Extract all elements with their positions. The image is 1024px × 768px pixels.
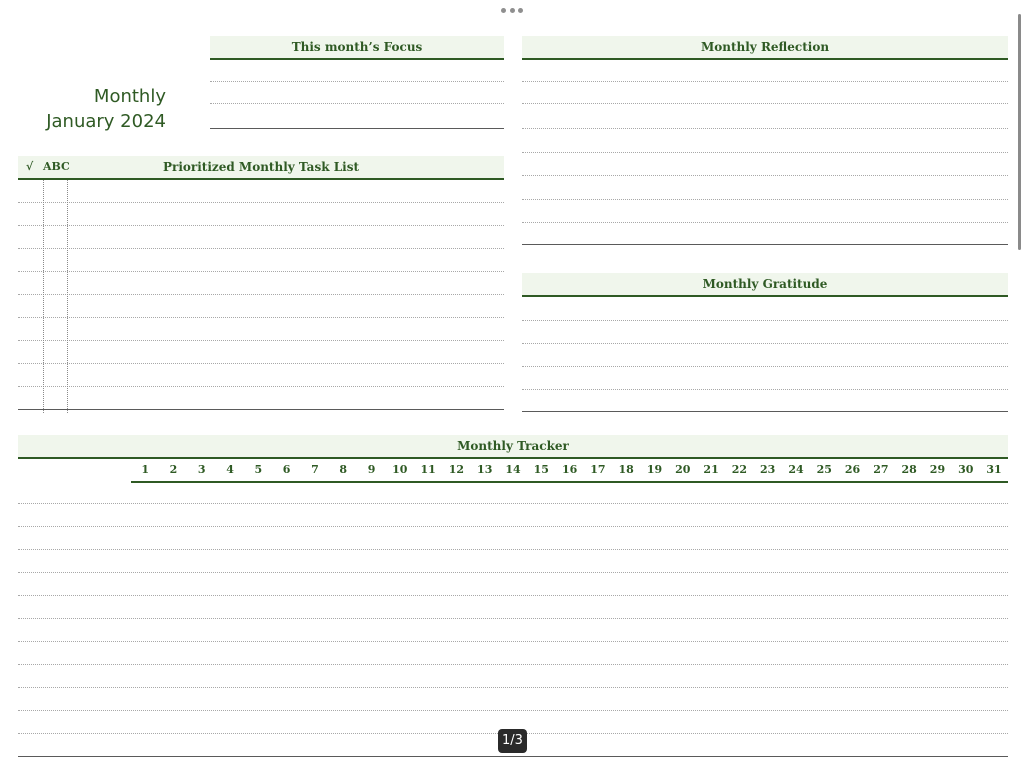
tracker-day: 15 <box>533 463 549 476</box>
title-line-month: January 2024 <box>46 111 166 132</box>
tracker-row[interactable] <box>18 642 1008 665</box>
tracker-day: 11 <box>420 463 436 476</box>
scrollbar[interactable] <box>1018 14 1021 250</box>
gratitude-section <box>522 273 1008 412</box>
tracker-row[interactable] <box>18 665 1008 688</box>
focus-line[interactable] <box>210 104 504 129</box>
priority-column-divider <box>67 180 68 413</box>
tracker-day: 19 <box>646 463 663 476</box>
tracker-day: 13 <box>477 463 493 476</box>
tracker-day: 5 <box>254 463 263 476</box>
tracker-row[interactable] <box>18 619 1008 642</box>
tracker-day: 9 <box>367 463 376 476</box>
tracker-row[interactable] <box>18 573 1008 596</box>
tracker-day: 27 <box>873 463 889 476</box>
tracker-day: 26 <box>844 463 861 476</box>
reflection-line[interactable] <box>522 129 1008 153</box>
gratitude-line[interactable] <box>522 297 1008 321</box>
task-row[interactable] <box>18 249 504 272</box>
tracker-row[interactable] <box>18 527 1008 550</box>
check-column-label: √ <box>26 160 34 173</box>
focus-line[interactable] <box>210 82 504 104</box>
title-line-monthly: Monthly <box>93 86 166 107</box>
tracker-day: 14 <box>505 463 521 476</box>
tracker-header: Monthly Tracker <box>18 435 1008 459</box>
tracker-day: 3 <box>197 463 206 476</box>
tracker-day: 1 <box>141 463 149 476</box>
task-row[interactable] <box>18 180 504 203</box>
tracker-day-row <box>131 459 1008 483</box>
tracker-day: 10 <box>392 463 408 476</box>
gratitude-header: Monthly Gratitude <box>522 273 1008 297</box>
tracker-day: 23 <box>760 463 776 476</box>
tracker-day: 30 <box>958 463 974 476</box>
tracker-day: 22 <box>731 463 748 476</box>
focus-section <box>210 36 504 129</box>
tracker-day: 21 <box>703 463 719 476</box>
page-indicator: 1/3 <box>498 729 527 753</box>
tracker-day: 29 <box>929 463 946 476</box>
focus-header: This month’s Focus <box>210 36 504 60</box>
task-row[interactable] <box>18 387 504 410</box>
task-row[interactable] <box>18 318 504 341</box>
priority-column-label: ABC <box>43 160 70 173</box>
task-row[interactable] <box>18 203 504 226</box>
reflection-line[interactable] <box>522 104 1008 129</box>
reflection-line[interactable] <box>522 200 1008 223</box>
tracker-day: 8 <box>339 463 348 476</box>
tracker-day: 24 <box>788 463 804 476</box>
tracker-day: 7 <box>311 463 319 476</box>
tracker-section <box>18 435 1008 757</box>
task-list-section <box>18 156 504 413</box>
task-row[interactable] <box>18 364 504 387</box>
tracker-day: 25 <box>816 463 832 476</box>
reflection-line[interactable] <box>522 153 1008 176</box>
tracker-day: 12 <box>448 463 465 476</box>
gratitude-line[interactable] <box>522 344 1008 367</box>
gratitude-line[interactable] <box>522 321 1008 344</box>
tracker-day: 20 <box>675 463 691 476</box>
tracker-row[interactable] <box>18 596 1008 619</box>
tracker-day: 17 <box>590 463 606 476</box>
tracker-day: 2 <box>169 463 178 476</box>
gratitude-line[interactable] <box>522 390 1008 412</box>
tracker-row[interactable] <box>18 550 1008 573</box>
tracker-day: 18 <box>618 463 634 476</box>
reflection-header: Monthly Reflection <box>522 36 1008 60</box>
task-row[interactable] <box>18 341 504 364</box>
tracker-day: 6 <box>282 463 291 476</box>
task-list-header: Prioritized Monthly Task List <box>18 156 504 180</box>
task-row[interactable] <box>18 226 504 249</box>
tracker-day: 28 <box>901 463 917 476</box>
gratitude-line[interactable] <box>522 367 1008 390</box>
focus-line[interactable] <box>210 60 504 82</box>
tracker-row[interactable] <box>18 688 1008 711</box>
tracker-day: 4 <box>226 463 234 476</box>
tracker-row[interactable] <box>18 504 1008 527</box>
check-column-divider <box>43 180 44 413</box>
reflection-line[interactable] <box>522 176 1008 200</box>
more-options-icon[interactable] <box>501 6 523 14</box>
reflection-line[interactable] <box>522 223 1008 245</box>
task-row[interactable] <box>18 272 504 295</box>
page-title <box>20 84 166 134</box>
reflection-line[interactable] <box>522 82 1008 104</box>
tracker-day: 31 <box>986 463 1002 476</box>
task-row[interactable] <box>18 295 504 318</box>
reflection-line[interactable] <box>522 60 1008 82</box>
reflection-section <box>522 36 1008 245</box>
tracker-day: 16 <box>561 463 578 476</box>
tracker-row[interactable] <box>18 481 1008 504</box>
